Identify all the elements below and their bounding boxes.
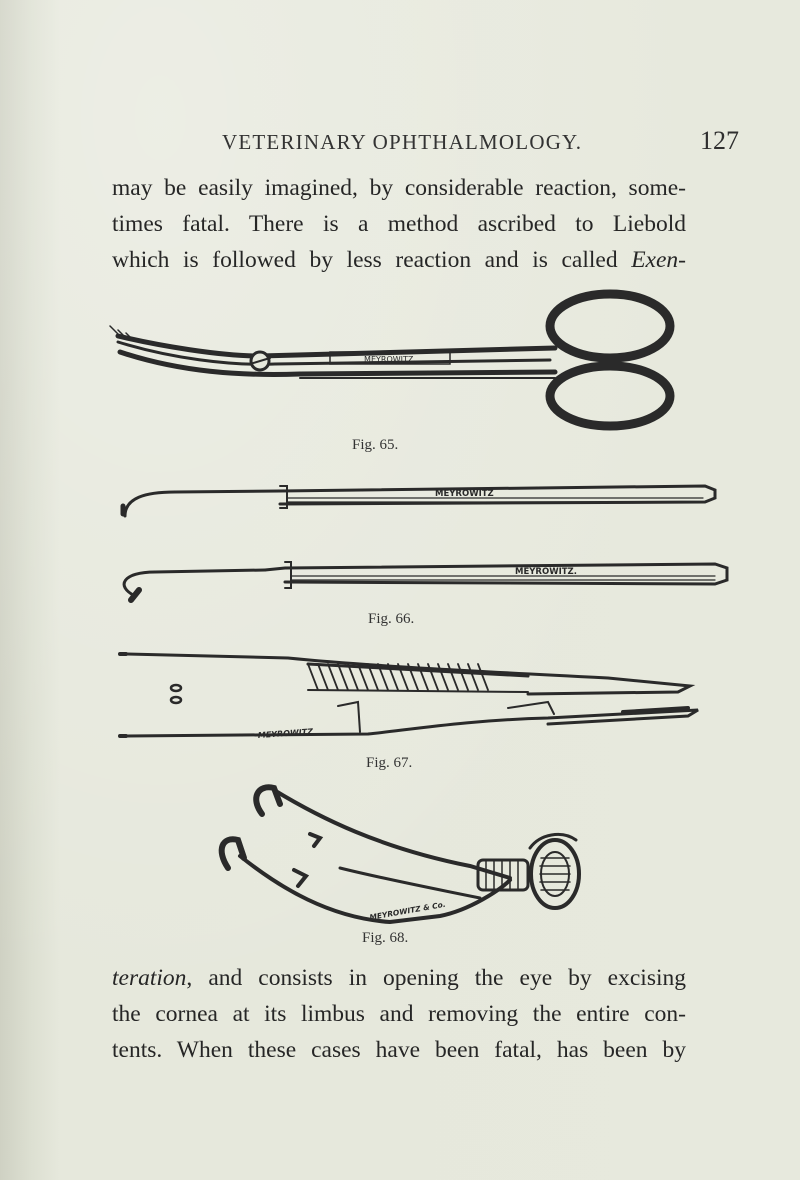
text-fragment: , and consists in opening the eye by excising <box>186 965 686 991</box>
fig66-probes-illustration <box>115 476 740 611</box>
paragraph-top <box>112 170 686 278</box>
fig67-forceps-illustration <box>108 650 708 750</box>
page-number: 127 <box>700 126 739 155</box>
text-line: tents. When these cases have been fatal, has been by <box>112 1037 686 1063</box>
fig66-caption: Fig. 66. <box>368 611 415 627</box>
text-line: the cornea at its limbus and removing the entire con- <box>112 1001 686 1027</box>
text-line: times fatal. There is a method ascribed to Liebold <box>112 211 686 237</box>
running-head: VETERINARY OPHTHALMOLOGY. <box>222 130 583 154</box>
text-line <box>112 242 686 278</box>
fig66-maker-stamp-bottom: MEYROWITZ. <box>515 567 577 577</box>
fig67-caption: Fig. 67. <box>366 755 413 771</box>
paragraph-bottom <box>112 960 686 1068</box>
italic-term: Exen- <box>631 247 686 273</box>
fig68-caption: Fig. 68. <box>362 930 409 946</box>
italic-term: teration <box>112 965 187 991</box>
fig65-maker-stamp: MEYROWITZ. <box>364 355 416 364</box>
fig66-maker-stamp-top: MEYROWITZ <box>435 489 494 499</box>
text-fragment: which is followed by less reaction and is called <box>112 247 632 273</box>
page-header <box>0 126 800 160</box>
text-line: may be easily imagined, by considerable reaction, some- <box>112 175 686 201</box>
fig67-maker-stamp: MEYROWITZ <box>257 727 314 740</box>
fig65-scissors-illustration <box>100 286 720 438</box>
fig65-caption: Fig. 65. <box>352 437 399 453</box>
text-line <box>112 960 686 996</box>
fig68-maker-stamp: MEYROWITZ & Co. <box>368 899 447 922</box>
fig68-speculum-illustration <box>210 778 590 930</box>
